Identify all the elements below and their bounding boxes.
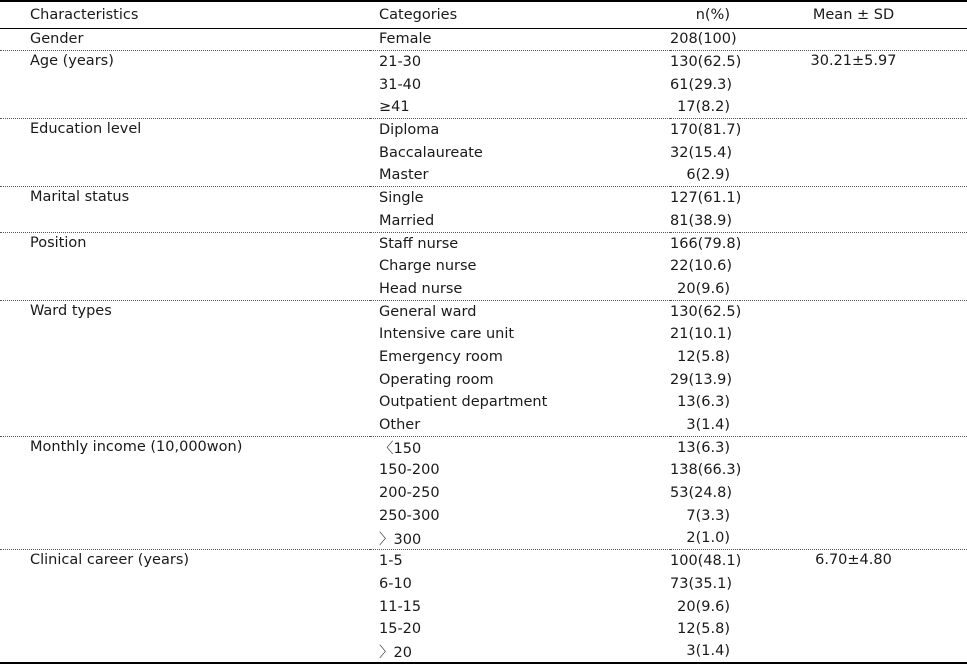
n-percent-cell: 20(9.6) — [677, 598, 730, 615]
n-percent-cell: 6(2.9) — [686, 167, 730, 184]
mean-sd-cell — [740, 459, 967, 482]
n-percent-cell: 12(5.8) — [677, 348, 730, 365]
table-row — [0, 278, 967, 301]
category-cell: Married — [379, 212, 435, 229]
category-cell: Charge nurse — [379, 258, 477, 275]
table-row — [0, 641, 967, 664]
category-cell: Staff nurse — [370, 232, 670, 255]
characteristic-cell — [0, 527, 370, 550]
characteristic-cell: Marital status — [0, 187, 370, 210]
characteristic-cell — [0, 278, 370, 301]
mean-sd-cell — [740, 414, 967, 437]
table-row — [0, 527, 967, 550]
n-percent-cell: 53(24.8) — [670, 485, 733, 502]
mean-sd-cell — [740, 300, 967, 323]
category-cell: 1-5 — [370, 550, 670, 573]
n-percent-cell: 138(66.3) — [670, 462, 742, 479]
category-cell: Single — [370, 187, 670, 210]
table-row — [0, 232, 967, 255]
table-header — [0, 1, 967, 28]
mean-sd-cell — [740, 323, 967, 346]
mean-sd-cell — [740, 164, 967, 187]
characteristic-cell — [0, 414, 370, 437]
table-row — [0, 595, 967, 618]
category-cell: 〉20 — [370, 641, 670, 664]
table-row — [0, 504, 967, 527]
n-percent-cell: 13(6.3) — [677, 394, 730, 411]
category-cell: 〈150 — [370, 436, 670, 459]
category-cell: General ward — [370, 300, 670, 323]
header-n-percent: n(%) — [670, 1, 740, 28]
characteristic-cell: Position — [0, 232, 370, 255]
n-percent-cell: 7(3.3) — [686, 507, 730, 524]
category-cell: 11-15 — [379, 598, 422, 615]
n-percent-cell: 208(100) — [670, 31, 737, 48]
characteristic-cell — [0, 346, 370, 369]
table-row — [0, 550, 967, 573]
table-row — [0, 618, 967, 641]
characteristic-cell — [0, 164, 370, 187]
mean-sd-cell: 30.21±5.97 — [740, 51, 967, 74]
n-percent-cell: 12(5.8) — [677, 621, 730, 638]
n-percent-cell: 73(35.1) — [670, 575, 733, 592]
table-row — [0, 164, 967, 187]
characteristic-cell — [0, 459, 370, 482]
mean-sd-cell — [740, 141, 967, 164]
n-percent-cell: 13(6.3) — [670, 436, 740, 459]
table-row — [0, 300, 967, 323]
mean-sd-cell: 6.70±4.80 — [740, 550, 967, 573]
table-row — [0, 73, 967, 96]
n-percent-cell: 130(62.5) — [670, 51, 740, 74]
category-cell: 31-40 — [379, 76, 422, 93]
mean-sd-cell — [740, 527, 967, 550]
header-mean-sd: Mean ± SD — [740, 1, 967, 28]
category-cell: Master — [379, 167, 429, 184]
n-percent-cell: 130(62.5) — [670, 300, 740, 323]
table-row — [0, 436, 967, 459]
characteristic-cell — [0, 368, 370, 391]
table-row — [0, 482, 967, 505]
mean-sd-cell — [740, 595, 967, 618]
mean-sd-cell — [740, 573, 967, 596]
n-percent-cell: 61(29.3) — [670, 76, 733, 93]
category-cell: Emergency room — [379, 348, 503, 365]
category-cell: Female — [379, 31, 432, 48]
table-row — [0, 414, 967, 437]
mean-sd-cell — [740, 278, 967, 301]
mean-sd-cell — [740, 96, 967, 119]
mean-sd-cell — [740, 28, 967, 51]
category-cell: 〉300 — [379, 531, 422, 548]
characteristic-cell: Ward types — [0, 300, 370, 323]
category-cell: 6-10 — [379, 575, 412, 592]
category-cell: Outpatient department — [379, 394, 548, 411]
mean-sd-cell — [740, 73, 967, 96]
characteristic-cell — [0, 391, 370, 414]
characteristic-cell — [0, 618, 370, 641]
category-cell: Intensive care unit — [379, 326, 515, 343]
table-row — [0, 141, 967, 164]
characteristic-cell — [0, 504, 370, 527]
n-percent-cell: 32(15.4) — [670, 144, 733, 161]
mean-sd-cell — [740, 482, 967, 505]
header-characteristics: Characteristics — [0, 1, 370, 28]
characteristic-cell — [0, 595, 370, 618]
characteristic-cell — [0, 482, 370, 505]
mean-sd-cell — [740, 641, 967, 664]
n-percent-cell: 127(61.1) — [670, 187, 740, 210]
n-percent-cell: 81(38.9) — [670, 212, 733, 229]
category-cell: 200-250 — [379, 485, 440, 502]
table-row — [0, 459, 967, 482]
table-row — [0, 346, 967, 369]
characteristic-cell — [0, 255, 370, 278]
mean-sd-cell — [740, 346, 967, 369]
mean-sd-cell — [740, 368, 967, 391]
characteristic-cell: Education level — [0, 119, 370, 142]
category-cell: Diploma — [370, 119, 670, 142]
characteristic-cell — [0, 73, 370, 96]
mean-sd-cell — [740, 210, 967, 233]
n-percent-cell: 166(79.8) — [670, 232, 740, 255]
category-cell: 15-20 — [379, 621, 422, 638]
n-percent-cell: 20(9.6) — [677, 280, 730, 297]
table-row — [0, 119, 967, 142]
n-percent-cell: 100(48.1) — [670, 550, 740, 573]
n-percent-cell: 170(81.7) — [670, 119, 740, 142]
category-cell: 150-200 — [379, 462, 440, 479]
mean-sd-cell — [740, 391, 967, 414]
characteristic-cell — [0, 141, 370, 164]
mean-sd-cell — [740, 232, 967, 255]
mean-sd-cell — [740, 504, 967, 527]
header-row — [0, 1, 967, 28]
characteristic-cell: Clinical career (years) — [0, 550, 370, 573]
characteristic-cell — [0, 210, 370, 233]
mean-sd-cell — [740, 119, 967, 142]
category-cell: Other — [379, 416, 421, 433]
n-percent-cell: 2(1.0) — [686, 530, 730, 547]
table-row — [0, 323, 967, 346]
category-cell: 250-300 — [379, 507, 440, 524]
n-percent-cell: 3(1.4) — [686, 416, 730, 433]
mean-sd-cell — [740, 187, 967, 210]
characteristic-cell: Gender — [30, 30, 84, 47]
characteristic-cell: Monthly income (10,000won) — [0, 436, 370, 459]
table-row — [0, 391, 967, 414]
table-row — [0, 187, 967, 210]
category-cell: Operating room — [379, 371, 494, 388]
category-cell: Head nurse — [379, 280, 463, 297]
category-cell: ≥41 — [379, 99, 410, 116]
table-row — [0, 51, 967, 74]
category-cell: Baccalaureate — [379, 144, 483, 161]
characteristic-cell — [0, 323, 370, 346]
n-percent-cell: 21(10.1) — [670, 326, 733, 343]
table-row — [0, 573, 967, 596]
mean-sd-cell — [740, 436, 967, 459]
table-row — [0, 255, 967, 278]
n-percent-cell: 22(10.6) — [670, 258, 733, 275]
characteristic-cell: Age (years) — [0, 51, 370, 74]
characteristic-cell — [0, 573, 370, 596]
mean-sd-cell — [740, 618, 967, 641]
mean-sd-cell — [740, 255, 967, 278]
characteristic-cell — [0, 96, 370, 119]
table-body — [0, 28, 967, 663]
n-percent-cell: 3(1.4) — [670, 641, 740, 664]
table-row — [0, 368, 967, 391]
n-percent-cell: 17(8.2) — [677, 99, 730, 116]
category-cell: 21-30 — [370, 51, 670, 74]
table-row — [0, 28, 967, 51]
header-categories: Categories — [370, 1, 670, 28]
characteristic-cell — [0, 641, 370, 664]
table-row — [0, 210, 967, 233]
n-percent-cell: 29(13.9) — [670, 371, 733, 388]
table-row — [0, 96, 967, 119]
